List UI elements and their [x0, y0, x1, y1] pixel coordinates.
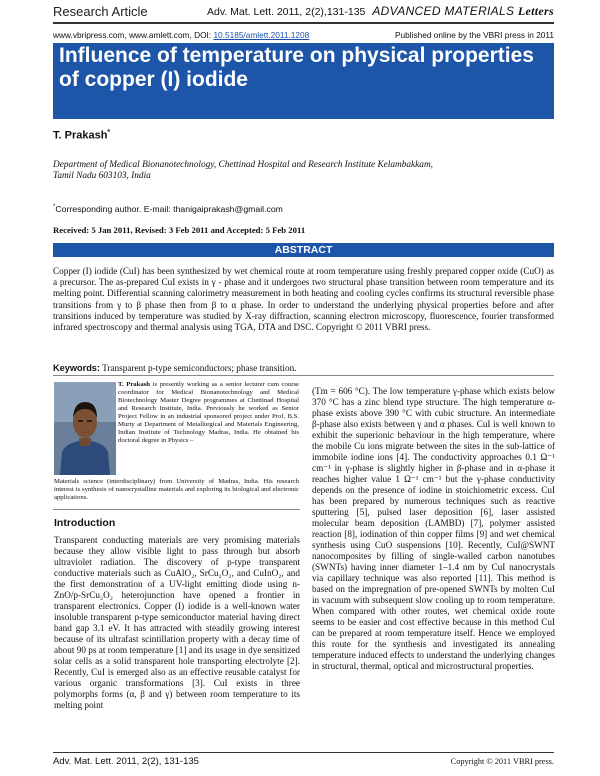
footer-rule: [53, 752, 554, 753]
url-line: [53, 30, 309, 40]
doi-link[interactable]: 10.5185/amlett.2011.1208: [213, 30, 310, 40]
author-bio-continued: Materials science (interdisciplinary) from University of Madras, India. His research interest is synthesis of nanocrystalline materials and exploring its biological and electronic applications.: [54, 478, 299, 502]
affiliation: Department of Medical Bionanotechnology, Chettinad Hospital and Research Institute Kelambakkam, Tamil Nadu 603103, India: [53, 160, 433, 181]
dates-line: Received: 5 Jan 2011, Revised: 3 Feb 2011 and Accepted: 5 Feb 2011: [53, 225, 306, 235]
header-citation: Adv. Mat. Lett. 2011, 2(2),131-135: [207, 6, 366, 18]
author-name-text: T. Prakash: [53, 129, 108, 142]
journal-logo: [372, 4, 554, 19]
abstract-text: Copper (I) iodide (CuI) has been synthesized by wet chemical route at room temperature using freshly prepared copper oxide (CuO) as a precursor. The as-prepared CuI exists in γ - phase and it undergoes two structural phase transition between room temperature and its melting point. Differential scanning calorimetry measurement in both heating and cooling cycles confirms its structural reversible phase transitions from γ to β phase then from β to α phase. In order to understand the underlying physical properties before and after transitions induced by temperature was studied by X-ray diffraction, scanning electron microscopy, fluorescence, fourier transformed infrared spectroscopy and thermal analysis using TGA, DTA and DSC. Copyright © 2011 VBRI press.: [53, 266, 554, 333]
introduction-heading: Introduction: [54, 517, 116, 529]
author-name: [53, 129, 110, 142]
bio-name: T. Prakash: [118, 381, 151, 388]
bio-rule: [53, 509, 300, 510]
author-bio: [118, 381, 299, 445]
corresponding-text: Corresponding author. E-mail: thanigaiprakash@gmail.com: [55, 204, 283, 214]
published-note: Published online by the VBRI press in 2011: [395, 30, 554, 40]
corresponding-author: *Corresponding author. E-mail: thanigaiprakash@gmail.com: [53, 204, 283, 214]
journal-name: ADVANCED MATERIALS: [372, 4, 515, 18]
keywords-text: Transparent p-type semiconductors; phase transition.: [102, 363, 297, 373]
bio-text: is presently working as a senior lecturer cum course coordinator for Medical Bionanotechnology and Medical Biotechnology Master Degree programmes at Chettinad Hospital and Research Institute, India. Previously he worked as Senior Project Fellow in an industrial sponsored project under Prof. B.S. Murty at Department of Metallurgical and Materials Engineering, Indian Institute of Technology Madras, India. He obtained his doctoral degree in Physics –: [118, 381, 300, 445]
keywords-rule: [53, 375, 554, 376]
section-label: Research Article: [53, 4, 148, 19]
author-photo: [54, 382, 116, 475]
introduction-right-column: (Tm = 606 °C). The low temperature γ-phase which exists below 370 °C has a zinc blend type structure. The high temperature α-phase exists above 390 °C with cubic structure. An intermediate β-phase also exists between γ and α phases. CuI is well known to exhibit the superionic behaviour in the high temperature, where the mobile Cu ions migrate between the sites in the sub-lattice of immobile iodine ions [4]. The conductivity approaches 0.1 Ω⁻¹ cm⁻¹ in γ-phase is slightly higher in β-phase and in α-phase it reaches higher value 1 Ω⁻¹ cm⁻¹ but the γ-phase conductivity depends on the presence of iodine in stoichiometric excess. CuI has been prepared by numerous techniques such as reactive sputtering [5], pulsed laser deposition [6], laser assisted molecular beam deposition (LAMBD) [7], polymer assisted reaction [8], iodination of thin copper films [9] and wet chemical synthesis using CuO suspensions [10]. Recently, CuI@SWNT nanocomposites by filling of single-walled carbon nanotubes (SWNTs) having inner diameter 1–1.4 nm by CuI nanocrystals via capillary technique was also reported [11]. This method is based on the impregnation of pre-opened SWNTs by molten CuI in vacuum with subsequent slow cooling up to room temperature. When compared with other routes, wet chemical oxide route seems to be easier and cost effective because in this method CuI can be prepared at room temperature itself. Hence we employed this route for the synthesis and investigated its annealing temperature induced effects to understand the underlying changes in structural, thermal, optical and microstructural properties.: [312, 386, 555, 671]
journal-suffix: Letters: [517, 4, 554, 18]
keywords-label: Keywords:: [53, 363, 100, 373]
url-prefix: www.vbripress.com, www.amlett.com, DOI:: [53, 30, 214, 40]
abstract-heading: ABSTRACT: [53, 243, 554, 257]
footer-citation: Adv. Mat. Lett. 2011, 2(2), 131-135: [53, 756, 199, 767]
author-mark: *: [107, 129, 111, 136]
article-title: Influence of temperature on physical properties of copper (I) iodide: [53, 43, 554, 119]
introduction-left-column: Transparent conducting materials are very promising materials because they allow visible light to pass through but absorb ultraviolet radiation. The discovery of p-type transparent conductive materials such as CuAlO₂, SrCu₂O₂, and CuInO₂, and the first demonstration of a UV-light emitting diode using n-ZnO/p-SrCu₂O₂ heterojunction have opened a frontier in transparent electronics. Copper (I) iodide is a well-known water insoluble transparent p-type semiconductor material having direct band gap 3.1 eV. It has attracted with steadily growing interest because of its ultrafast scintillation property with a decay time of about 90 ps at room temperature [1] and its usage in dye sensitized solar cells as a solid transparent hole transporting electrolyte [2]. Recently, CuI is emerged also as an effective reusable catalyst for various organic transformations [3]. CuI exists in three polymorphs forms (α, β and γ) between room temperature to its melting point: [54, 535, 300, 710]
keywords: [53, 363, 296, 373]
footer-copyright: Copyright © 2011 VBRI press.: [450, 757, 554, 766]
header-rule: [53, 22, 554, 24]
